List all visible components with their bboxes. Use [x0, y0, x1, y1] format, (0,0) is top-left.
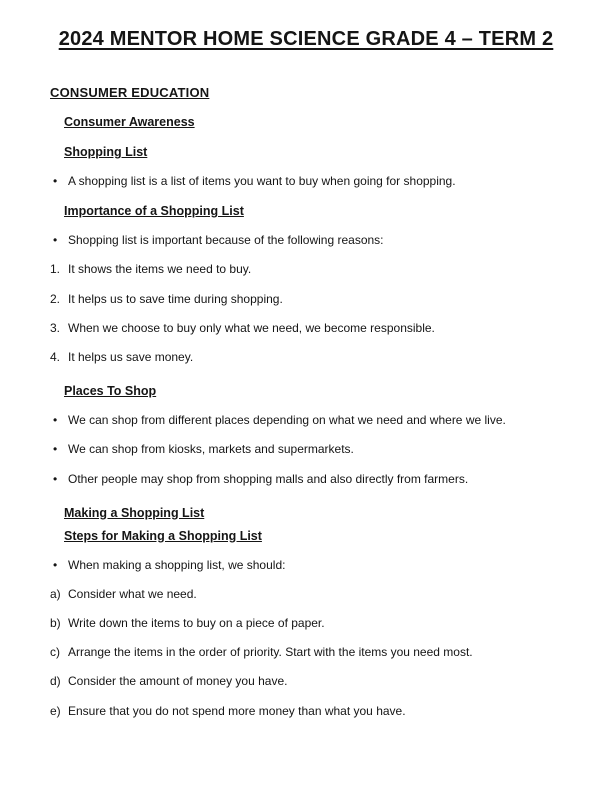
bullet-item-places-1 [50, 411, 562, 430]
letter-marker: e) [50, 703, 61, 718]
numbered-text: When we choose to buy only what we need, we become responsible. [68, 320, 435, 335]
bullet-marker: • [53, 233, 58, 248]
numbered-item-2 [50, 290, 562, 309]
lettered-item-b [50, 614, 562, 633]
lettered-text: Write down the items to buy on a piece of paper. [68, 616, 325, 631]
lettered-item-c [50, 643, 562, 662]
letter-marker: a) [50, 586, 61, 601]
bullet-item-places-3 [50, 470, 562, 489]
number-marker: 3. [50, 320, 61, 335]
bullet-item-importance-intro [50, 231, 562, 250]
bullet-marker: • [53, 557, 58, 572]
numbered-item-1 [50, 260, 562, 279]
letter-marker: c) [50, 645, 60, 660]
numbered-text: It helps us save money. [68, 349, 194, 364]
numbered-item-3 [50, 319, 562, 338]
number-marker: 4. [50, 349, 61, 364]
number-marker: 2. [50, 291, 61, 306]
letter-marker: d) [50, 674, 61, 689]
heading-shopping-list: Shopping List [64, 145, 148, 159]
bullet-marker: • [53, 471, 58, 486]
section-heading-consumer-education: CONSUMER EDUCATION [50, 85, 210, 100]
lettered-item-a [50, 585, 562, 604]
heading-consumer-awareness: Consumer Awareness [64, 115, 195, 129]
numbered-text: It helps us to save time during shopping. [68, 291, 283, 306]
bullet-text: Shopping list is important because of the following reasons: [68, 233, 384, 248]
bullet-text: We can shop from kiosks, markets and supermarkets. [68, 442, 354, 457]
heading-making-a-shopping-list: Making a Shopping List [64, 505, 205, 520]
heading-steps-for-making-shopping-list: Steps for Making a Shopping List [64, 528, 262, 543]
numbered-text: It shows the items we need to buy. [68, 262, 252, 277]
letter-marker: b) [50, 616, 61, 631]
heading-importance-of-shopping-list: Importance of a Shopping List [64, 204, 244, 219]
bullet-text: We can shop from different places depending on what we need and where we live. [68, 413, 506, 428]
heading-places-to-shop: Places To Shop [64, 384, 157, 399]
document-title: 2024 MENTOR HOME SCIENCE GRADE 4 – TERM 2 [58, 28, 554, 50]
bullet-text: When making a shopping list, we should: [68, 557, 286, 572]
lettered-text: Consider the amount of money you have. [68, 674, 288, 689]
lettered-item-d [50, 672, 562, 691]
bullet-item-places-2 [50, 440, 562, 459]
lettered-text: Consider what we need. [68, 586, 197, 601]
bullet-marker: • [53, 442, 58, 457]
bullet-item-shopping-list-definition [50, 172, 562, 191]
bullet-marker: • [53, 174, 58, 188]
lettered-text: Arrange the items in the order of priority. Start with the items you need most. [68, 645, 473, 660]
lettered-item-e [50, 702, 562, 721]
numbered-item-4 [50, 348, 562, 367]
bullet-text: Other people may shop from shopping malls and also directly from farmers. [68, 471, 469, 486]
number-marker: 1. [50, 262, 61, 277]
bullet-item-making-intro [50, 556, 562, 575]
bullet-marker: • [53, 413, 58, 428]
lettered-text: Ensure that you do not spend more money than what you have. [68, 703, 406, 718]
bullet-text: A shopping list is a list of items you want to buy when going for shopping. [68, 174, 456, 188]
